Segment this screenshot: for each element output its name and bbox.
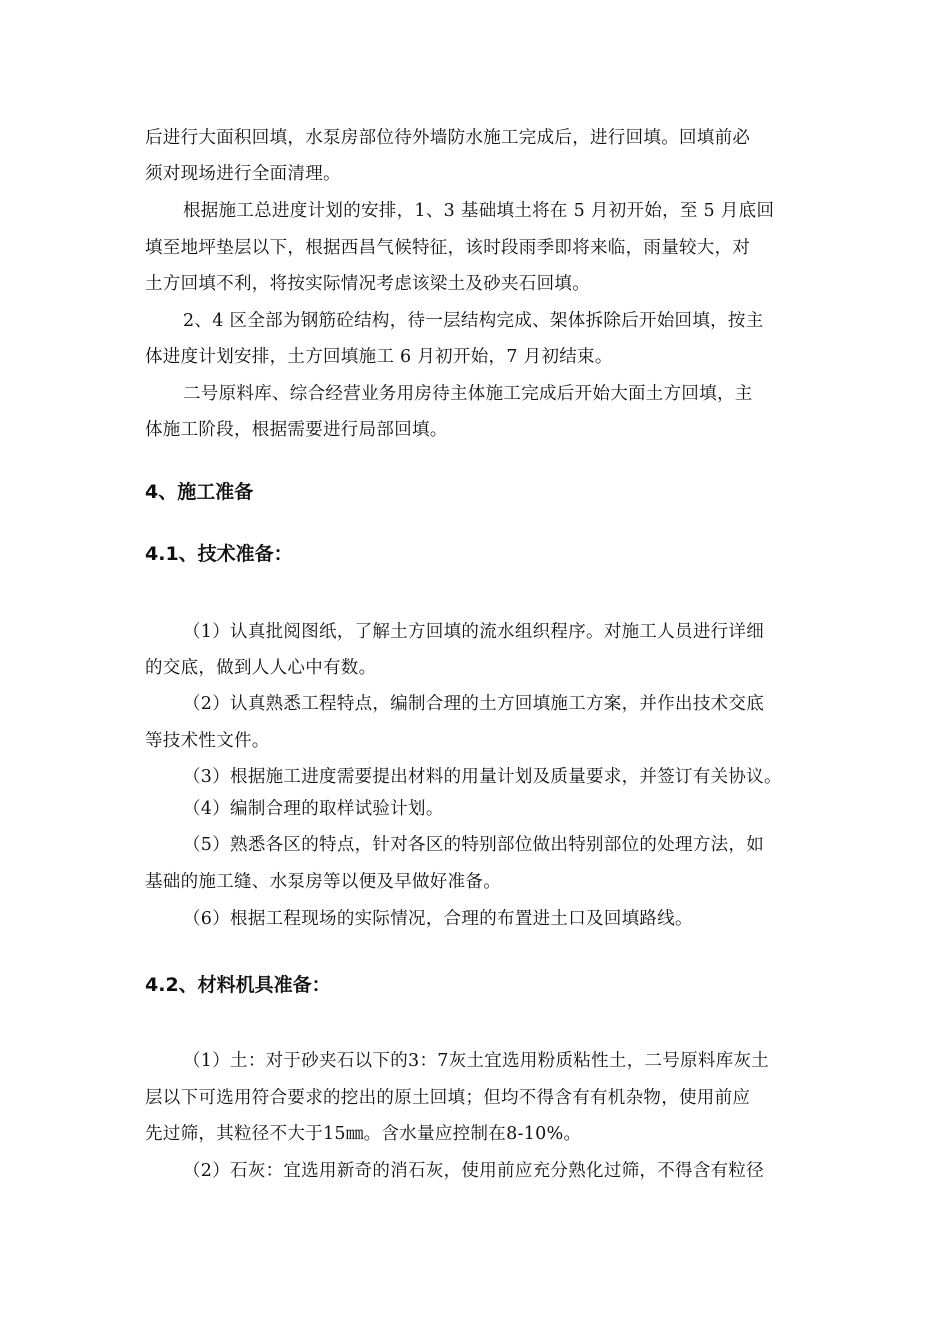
list-item-line: 的交底，做到人人心中有数。 <box>145 658 377 678</box>
list-item-line: （6）根据工程现场的实际情况，合理的布置进土口及回填路线。 <box>183 909 693 929</box>
list-item-line: （5）熟悉各区的特点，针对各区的特别部位做出特别部位的处理方法，如 <box>183 835 765 855</box>
paragraph-line: 后进行大面积回填，水泵房部位待外墙防水施工完成后，进行回填。回填前必 <box>145 128 751 148</box>
list-item-line: （3）根据施工进度需要提出材料的用量计划及质量要求，并签订有关协议。 <box>183 767 782 787</box>
list-item-line: （2）认真熟悉工程特点，编制合理的土方回填施工方案，并作出技术交底 <box>183 694 765 714</box>
subsection-heading: 4.2、材料机具准备： <box>145 974 331 996</box>
paragraph-line: 体进度计划安排，土方回填施工 6 月初开始，7 月初结束。 <box>145 347 613 367</box>
list-item-line: 基础的施工缝、水泵房等以便及早做好准备。 <box>145 872 501 892</box>
paragraph-line: 体施工阶段，根据需要进行局部回填。 <box>145 420 448 440</box>
list-item-line: （1）土：对于砂夹石以下的3：7灰土宜选用粉质粘性土，二号原料库灰土 <box>183 1051 770 1071</box>
paragraph-line: 土方回填不利，将按实际情况考虑该梁土及砂夹石回填。 <box>145 274 590 294</box>
paragraph-line: 根据施工总进度计划的安排，1、3 基础填土将在 5 月初开始，至 5 月底回 <box>183 201 775 221</box>
list-item-line: 先过筛，其粒径不大于15㎜。含水量应控制在8-10%。 <box>145 1124 582 1144</box>
list-item-line: （2）石灰：宜选用新奇的消石灰，使用前应充分熟化过筛，不得含有粒径 <box>183 1161 765 1181</box>
paragraph-line: 2、4 区全部为钢筋砼结构，待一层结构完成、架体拆除后开始回填，按主 <box>183 311 764 331</box>
list-item-line: 层以下可选用符合要求的挖出的原土回填；但均不得含有有机杂物，使用前应 <box>145 1088 751 1108</box>
section-heading: 4、施工准备 <box>145 481 254 503</box>
subsection-heading: 4.1、技术准备： <box>145 543 293 565</box>
list-item-line: 等技术性文件。 <box>145 731 270 751</box>
list-item-line: （1）认真批阅图纸，了解土方回填的流水组织程序。对施工人员进行详细 <box>183 622 765 642</box>
list-item-line: （4）编制合理的取样试验计划。 <box>183 799 444 819</box>
paragraph-line: 二号原料库、综合经营业务用房待主体施工完成后开始大面土方回填，主 <box>183 384 753 404</box>
paragraph-line: 填至地坪垫层以下，根据西昌气候特征，该时段雨季即将来临，雨量较大，对 <box>145 238 751 258</box>
paragraph-line: 须对现场进行全面清理。 <box>145 164 341 184</box>
